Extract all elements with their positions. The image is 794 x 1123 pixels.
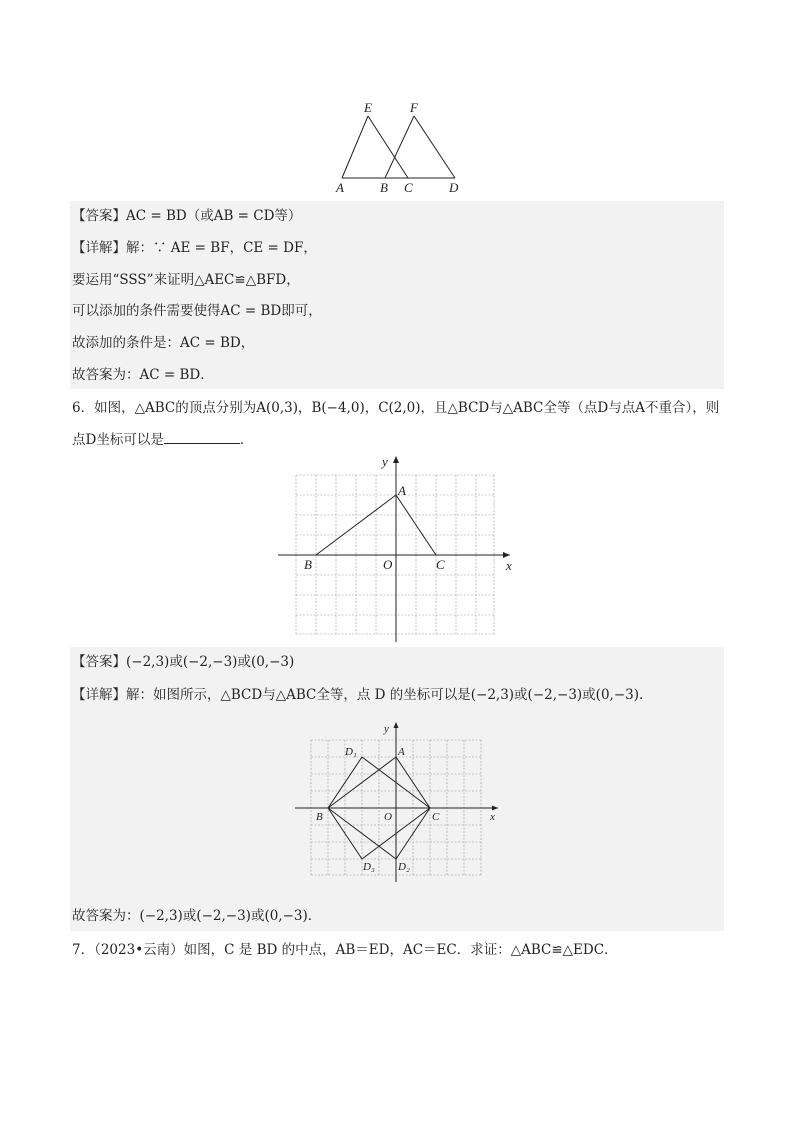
fig2-label-d1: D₁ [345, 746, 357, 758]
answer-blank [164, 429, 240, 444]
fig1-label-d: D [449, 180, 459, 195]
fig-label-a: A [398, 483, 406, 498]
fig1-label-b: B [380, 180, 388, 195]
fig1-label-a: A [336, 180, 344, 195]
q7-question: 7．（2023•云南）如图，C 是 BD 的中点，AB＝ED，AC＝EC．求证：△ABC≌△EDC． [72, 942, 618, 958]
fig2-label-o: O [384, 811, 392, 823]
q6-answer: 【答案】(−2,3)或(−2,−3)或(0,−3) [72, 654, 295, 670]
fig2-label-b: B [316, 811, 323, 823]
q5-detail-1: 【详解】解：∵ AE = BF，CE = DF， [72, 240, 317, 256]
fig-axis-y: y [382, 454, 388, 469]
fig-label-c: C [436, 557, 445, 572]
q5-answer: 【答案】AC = BD（或AB = CD等） [72, 208, 302, 224]
fig-label-o: O [383, 557, 393, 572]
fig1-label-c: C [404, 180, 413, 195]
figure-coordinate-grid [270, 452, 520, 647]
figure-solution-grid [290, 718, 508, 883]
fig1-label-e: E [364, 100, 372, 115]
q6-detail: 【详解】解：如图所示，△BCD与△ABC全等，点 D 的坐标可以是(−2,3)或(−2,−3)或(0,−3)． [72, 687, 653, 703]
fig2-axis-y: y [384, 723, 389, 735]
fig2-label-c: C [432, 811, 440, 823]
fig2-label-d2: D₂ [398, 861, 410, 873]
fig2-axis-x: x [490, 811, 495, 823]
fig-label-b: B [304, 557, 312, 572]
q5-detail-3: 可以添加的条件需要使得AC = BD即可， [72, 303, 322, 319]
q6-question-prefix: 点D坐标可以是 [72, 432, 164, 448]
q5-detail-2: 要运用“SSS”来证明△AEC≌△BFD， [72, 272, 300, 288]
q5-detail-4: 故添加的条件是：AC = BD， [72, 335, 255, 351]
fig2-label-a: A [398, 746, 405, 758]
fig2-label-d3: D₃ [363, 861, 375, 873]
q5-detail-5: 故答案为：AC = BD． [72, 367, 214, 383]
fig-axis-x: x [506, 558, 512, 573]
q6-final: 故答案为：(−2,3)或(−2,−3)或(0,−3)． [72, 908, 322, 924]
fig1-label-f: F [410, 100, 418, 115]
figure-triangles [330, 96, 470, 196]
q6-question-line1: 6．如图，△ABC的顶点分别为A(0,3)，B(−4,0)，C(2,0)，且△BCD与△ABC全等（点D与点A不重合），则 [72, 400, 720, 416]
q5-answer-bg [70, 201, 724, 389]
q6-question-suffix: ． [239, 432, 254, 448]
q6-question-line2 [72, 429, 253, 450]
